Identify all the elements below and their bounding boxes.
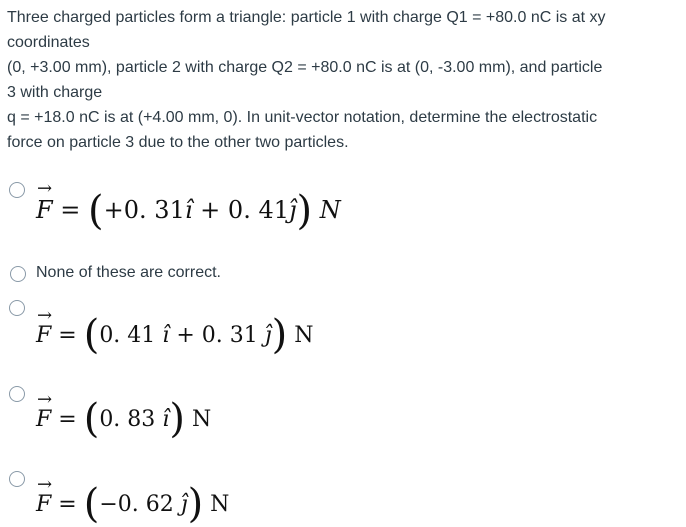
radio-button[interactable] [10, 266, 26, 282]
option-equation: → F = (0. 83 î) N [36, 389, 212, 442]
radio-button[interactable] [9, 471, 25, 487]
vector-arrow-icon: → [37, 389, 53, 410]
question-line: (0, +3.00 mm), particle 2 with charge Q2 = +80.0 nC is at (0, -3.00 mm), and particle [7, 59, 603, 76]
radio-button[interactable] [9, 300, 25, 316]
vector-arrow-icon: → [37, 474, 53, 495]
question-line: force on particle 3 due to the other two particles. [7, 134, 349, 151]
option-label: None of these are correct. [36, 264, 221, 281]
option-equation: → F = (+0. 31î + 0. 41ĵ) N [36, 178, 341, 234]
question-line: coordinates [7, 34, 90, 51]
question-line: 3 with charge [7, 84, 103, 101]
vector-arrow-icon: → [37, 178, 53, 199]
radio-button[interactable] [9, 386, 25, 402]
force-vector-symbol: → F [36, 474, 53, 517]
force-vector-symbol: → F [36, 178, 53, 224]
vector-arrow-icon: → [37, 305, 53, 326]
question-line: q = +18.0 nC is at (+4.00 mm, 0). In unit-vector notation, determine the electrostatic [7, 109, 598, 126]
force-vector-symbol: → F [36, 305, 53, 348]
force-vector-symbol: → F [36, 389, 53, 432]
radio-button[interactable] [9, 182, 25, 198]
question-line: Three charged particles form a triangle: particle 1 with charge Q1 = +80.0 nC is at xy [7, 9, 606, 26]
option-equation: → F = (0. 41 î + 0. 31 ĵ) N [36, 305, 314, 358]
option-equation: → F = (−0. 62 ĵ) N [36, 474, 230, 527]
